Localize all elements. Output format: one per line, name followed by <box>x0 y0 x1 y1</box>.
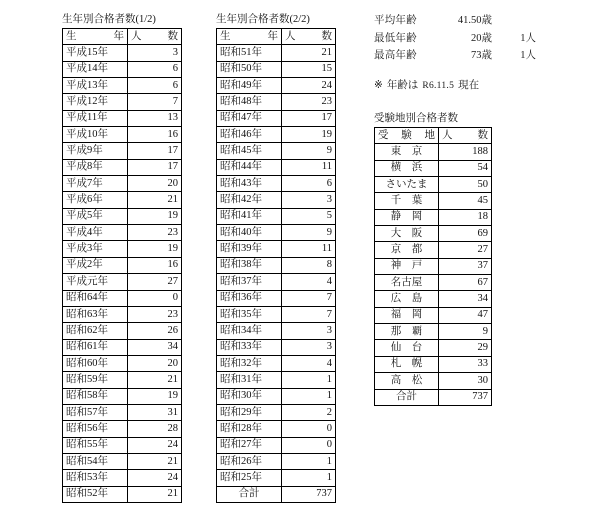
count-cell: 21 <box>128 486 182 502</box>
table-row <box>63 290 182 306</box>
table-row <box>375 324 492 340</box>
table-row <box>63 355 182 371</box>
birth-year-cell: 平成4年 <box>63 225 128 241</box>
birth-year-cell: 昭和51年 <box>217 45 282 61</box>
birth-year-cell: 平成8年 <box>63 159 128 175</box>
birth-year-cell: 平成元年 <box>63 274 128 290</box>
table-row <box>375 275 492 291</box>
table-row <box>217 453 336 469</box>
count-cell: 2 <box>282 404 336 420</box>
table-row <box>63 225 182 241</box>
location-cell: 静 岡 <box>375 209 439 225</box>
count-cell: 7 <box>282 290 336 306</box>
count-cell: 19 <box>128 241 182 257</box>
birth-year-cell: 昭和36年 <box>217 290 282 306</box>
birth-year-table-1-body <box>63 29 182 503</box>
birth-year-cell: 昭和54年 <box>63 453 128 469</box>
count-cell: 6 <box>128 78 182 94</box>
table-row <box>63 143 182 159</box>
birth-year-cell: 昭和41年 <box>217 208 282 224</box>
location-cell: 名古屋 <box>375 275 439 291</box>
table-row <box>217 355 336 371</box>
birth-year-cell: 昭和45年 <box>217 143 282 159</box>
table-row <box>217 372 336 388</box>
table-row <box>375 193 492 209</box>
note-mark-icon: ※ <box>374 80 383 91</box>
count-cell: 23 <box>128 225 182 241</box>
count-cell: 1 <box>282 470 336 486</box>
birth-year-cell: 昭和39年 <box>217 241 282 257</box>
location-cell: 仙 台 <box>375 340 439 356</box>
table-row <box>63 110 182 126</box>
statistic-value: 41.50歳 <box>457 15 492 26</box>
location-table-caption: 受験地別合格者数 <box>374 113 458 124</box>
birth-year-cell: 昭和25年 <box>217 470 282 486</box>
table-total-row <box>375 389 492 405</box>
count-cell: 26 <box>128 323 182 339</box>
count-cell: 17 <box>128 159 182 175</box>
table-row <box>63 78 182 94</box>
location-cell: 大 阪 <box>375 226 439 242</box>
table-row <box>63 388 182 404</box>
count-cell: 9 <box>439 324 492 340</box>
birth-year-cell: 昭和44年 <box>217 159 282 175</box>
location-table <box>374 127 492 406</box>
table-header-row <box>63 29 182 45</box>
age-reference-date-note <box>374 79 479 93</box>
count-cell: 33 <box>439 356 492 372</box>
table-row <box>375 291 492 307</box>
table-row <box>63 257 182 273</box>
count-cell: 3 <box>282 323 336 339</box>
count-cell: 1 <box>282 453 336 469</box>
birth-year-table-2 <box>216 28 336 503</box>
birth-year-cell: 平成3年 <box>63 241 128 257</box>
table-row <box>63 208 182 224</box>
birth-year-cell: 昭和61年 <box>63 339 128 355</box>
birth-year-cell: 平成11年 <box>63 110 128 126</box>
statistic-label: 平均年齢 <box>374 15 417 26</box>
birth-year-cell: 平成12年 <box>63 94 128 110</box>
count-cell: 29 <box>439 340 492 356</box>
count-cell: 34 <box>439 291 492 307</box>
count-cell: 18 <box>439 209 492 225</box>
table-header-row <box>217 29 336 45</box>
location-table-panel <box>374 113 492 406</box>
table-row <box>63 453 182 469</box>
table-row <box>63 159 182 175</box>
count-cell: 45 <box>439 193 492 209</box>
count-cell: 0 <box>282 437 336 453</box>
count-cell: 24 <box>128 470 182 486</box>
table-row <box>375 226 492 242</box>
birth-year-cell: 平成15年 <box>63 45 128 61</box>
total-count-cell: 737 <box>282 486 336 502</box>
count-cell: 15 <box>282 61 336 77</box>
table-row <box>63 437 182 453</box>
count-cell: 67 <box>439 275 492 291</box>
count-cell: 11 <box>282 159 336 175</box>
table-row <box>217 241 336 257</box>
column-header-birth-year: 生 年 <box>63 29 128 45</box>
birth-year-cell: 平成7年 <box>63 176 128 192</box>
note-date-value: R6.11.5 <box>422 81 455 91</box>
birth-year-cell: 昭和35年 <box>217 306 282 322</box>
count-cell: 31 <box>128 404 182 420</box>
count-cell: 17 <box>282 110 336 126</box>
birth-year-cell: 昭和33年 <box>217 339 282 355</box>
birth-year-cell: 昭和26年 <box>217 453 282 469</box>
birth-year-cell: 昭和53年 <box>63 470 128 486</box>
count-cell: 19 <box>282 127 336 143</box>
table-row <box>375 209 492 225</box>
table-row <box>63 323 182 339</box>
birth-year-cell: 昭和58年 <box>63 388 128 404</box>
birth-year-cell: 昭和46年 <box>217 127 282 143</box>
birth-year-table-2-body <box>217 29 336 503</box>
count-cell: 11 <box>282 241 336 257</box>
birth-year-cell: 昭和64年 <box>63 290 128 306</box>
statistic-people-count: 1人 <box>520 32 536 44</box>
location-cell: 千 葉 <box>375 193 439 209</box>
count-cell: 7 <box>128 94 182 110</box>
birth-year-table-1-panel <box>62 14 182 503</box>
table-row <box>217 404 336 420</box>
table-row <box>375 307 492 323</box>
table-row <box>63 339 182 355</box>
table-row <box>63 486 182 502</box>
column-header-location: 受 験 地 <box>375 128 439 144</box>
birth-year-cell: 昭和37年 <box>217 274 282 290</box>
table-row <box>63 274 182 290</box>
age-statistics-block <box>374 12 536 65</box>
count-cell: 21 <box>128 372 182 388</box>
birth-year-cell: 平成10年 <box>63 127 128 143</box>
location-cell: 札 幌 <box>375 356 439 372</box>
table-row <box>217 94 336 110</box>
count-cell: 4 <box>282 274 336 290</box>
count-cell: 20 <box>128 355 182 371</box>
table-row <box>217 257 336 273</box>
table-row <box>63 94 182 110</box>
location-cell: 京 都 <box>375 242 439 258</box>
count-cell: 13 <box>128 110 182 126</box>
birth-year-cell: 昭和30年 <box>217 388 282 404</box>
count-cell: 0 <box>128 290 182 306</box>
count-cell: 0 <box>282 421 336 437</box>
birth-year-cell: 昭和40年 <box>217 225 282 241</box>
table-row <box>375 340 492 356</box>
column-header-count: 人 数 <box>128 29 182 45</box>
count-cell: 23 <box>282 94 336 110</box>
location-cell: 福 岡 <box>375 307 439 323</box>
statistic-row <box>374 30 536 48</box>
statistic-row <box>374 12 536 30</box>
birth-year-cell: 昭和32年 <box>217 355 282 371</box>
count-cell: 1 <box>282 372 336 388</box>
total-count-cell: 737 <box>439 389 492 405</box>
table-row <box>217 143 336 159</box>
table-row <box>217 78 336 94</box>
birth-year-cell: 昭和31年 <box>217 372 282 388</box>
location-cell: 神 戸 <box>375 258 439 274</box>
statistic-label: 最低年齢 <box>374 32 417 44</box>
count-cell: 20 <box>128 176 182 192</box>
birth-year-cell: 昭和28年 <box>217 421 282 437</box>
table-row <box>63 61 182 77</box>
table-total-row <box>217 486 336 502</box>
location-cell: 横 浜 <box>375 160 439 176</box>
birth-year-cell: 昭和47年 <box>217 110 282 126</box>
table-row <box>63 241 182 257</box>
table-row <box>375 160 492 176</box>
birth-year-cell: 昭和50年 <box>217 61 282 77</box>
count-cell: 19 <box>128 208 182 224</box>
statistic-row <box>374 47 536 65</box>
birth-year-cell: 平成13年 <box>63 78 128 94</box>
table-row <box>217 159 336 175</box>
count-cell: 3 <box>282 192 336 208</box>
count-cell: 8 <box>282 257 336 273</box>
table-row <box>375 242 492 258</box>
count-cell: 6 <box>282 176 336 192</box>
table-row <box>217 127 336 143</box>
birth-year-cell: 昭和59年 <box>63 372 128 388</box>
count-cell: 50 <box>439 177 492 193</box>
table-row <box>217 290 336 306</box>
count-cell: 7 <box>282 306 336 322</box>
statistic-label: 最高年齢 <box>374 50 417 61</box>
table-row <box>63 127 182 143</box>
count-cell: 16 <box>128 257 182 273</box>
count-cell: 1 <box>282 388 336 404</box>
birth-year-cell: 平成5年 <box>63 208 128 224</box>
table-row <box>63 470 182 486</box>
table-row <box>217 61 336 77</box>
count-cell: 9 <box>282 143 336 159</box>
note-text-after: 現在 <box>458 80 480 91</box>
count-cell: 17 <box>128 143 182 159</box>
table-row <box>217 45 336 61</box>
table-row <box>63 176 182 192</box>
birth-year-cell: 昭和52年 <box>63 486 128 502</box>
birth-year-cell: 昭和60年 <box>63 355 128 371</box>
count-cell: 24 <box>282 78 336 94</box>
count-cell: 21 <box>282 45 336 61</box>
birth-year-table-2-caption: 生年別合格者数(2/2) <box>216 14 310 25</box>
total-label-cell: 合計 <box>217 486 282 502</box>
table-row <box>217 388 336 404</box>
count-cell: 9 <box>282 225 336 241</box>
birth-year-cell: 昭和38年 <box>217 257 282 273</box>
table-row <box>63 421 182 437</box>
count-cell: 19 <box>128 388 182 404</box>
table-row <box>217 323 336 339</box>
statistic-value: 20歳 <box>471 32 492 44</box>
birth-year-cell: 平成2年 <box>63 257 128 273</box>
table-row <box>63 372 182 388</box>
birth-year-cell: 昭和56年 <box>63 421 128 437</box>
count-cell: 5 <box>282 208 336 224</box>
table-row <box>217 176 336 192</box>
table-row <box>217 339 336 355</box>
statistic-people-count: 1人 <box>520 50 536 61</box>
table-row <box>63 192 182 208</box>
birth-year-table-1 <box>62 28 182 503</box>
count-cell: 21 <box>128 453 182 469</box>
table-row <box>63 404 182 420</box>
birth-year-cell: 昭和34年 <box>217 323 282 339</box>
count-cell: 54 <box>439 160 492 176</box>
count-cell: 24 <box>128 437 182 453</box>
note-text-before: 年齢は <box>386 80 419 91</box>
table-header-row <box>375 128 492 144</box>
location-cell: 高 松 <box>375 373 439 389</box>
table-row <box>375 373 492 389</box>
location-cell: 東 京 <box>375 144 439 160</box>
count-cell: 34 <box>128 339 182 355</box>
table-row <box>217 225 336 241</box>
birth-year-cell: 昭和63年 <box>63 306 128 322</box>
count-cell: 69 <box>439 226 492 242</box>
location-cell: 那 覇 <box>375 324 439 340</box>
table-row <box>375 356 492 372</box>
location-table-body <box>375 128 492 406</box>
count-cell: 6 <box>128 61 182 77</box>
location-cell: さいたま <box>375 177 439 193</box>
count-cell: 30 <box>439 373 492 389</box>
count-cell: 3 <box>128 45 182 61</box>
count-cell: 21 <box>128 192 182 208</box>
birth-year-cell: 平成6年 <box>63 192 128 208</box>
count-cell: 188 <box>439 144 492 160</box>
table-row <box>217 437 336 453</box>
birth-year-cell: 昭和49年 <box>217 78 282 94</box>
table-row <box>375 177 492 193</box>
count-cell: 23 <box>128 306 182 322</box>
count-cell: 37 <box>439 258 492 274</box>
table-row <box>217 192 336 208</box>
table-row <box>63 45 182 61</box>
birth-year-cell: 昭和42年 <box>217 192 282 208</box>
birth-year-cell: 昭和48年 <box>217 94 282 110</box>
birth-year-cell: 昭和43年 <box>217 176 282 192</box>
table-row <box>217 110 336 126</box>
count-cell: 27 <box>439 242 492 258</box>
column-header-birth-year: 生 年 <box>217 29 282 45</box>
count-cell: 47 <box>439 307 492 323</box>
count-cell: 4 <box>282 355 336 371</box>
birth-year-cell: 昭和29年 <box>217 404 282 420</box>
birth-year-table-2-panel <box>216 14 336 503</box>
count-cell: 27 <box>128 274 182 290</box>
table-row <box>217 306 336 322</box>
birth-year-table-1-caption: 生年別合格者数(1/2) <box>62 14 156 25</box>
birth-year-cell: 平成9年 <box>63 143 128 159</box>
table-row <box>217 421 336 437</box>
table-row <box>375 144 492 160</box>
table-row <box>217 208 336 224</box>
birth-year-cell: 昭和27年 <box>217 437 282 453</box>
column-header-count: 人 数 <box>439 128 492 144</box>
count-cell: 3 <box>282 339 336 355</box>
birth-year-cell: 昭和55年 <box>63 437 128 453</box>
birth-year-cell: 平成14年 <box>63 61 128 77</box>
table-row <box>217 470 336 486</box>
statistic-value: 73歳 <box>471 50 492 61</box>
table-row <box>217 274 336 290</box>
table-row <box>63 306 182 322</box>
column-header-count: 人 数 <box>282 29 336 45</box>
count-cell: 16 <box>128 127 182 143</box>
birth-year-cell: 昭和57年 <box>63 404 128 420</box>
table-row <box>375 258 492 274</box>
location-cell: 広 島 <box>375 291 439 307</box>
count-cell: 28 <box>128 421 182 437</box>
total-label-cell: 合計 <box>375 389 439 405</box>
birth-year-cell: 昭和62年 <box>63 323 128 339</box>
